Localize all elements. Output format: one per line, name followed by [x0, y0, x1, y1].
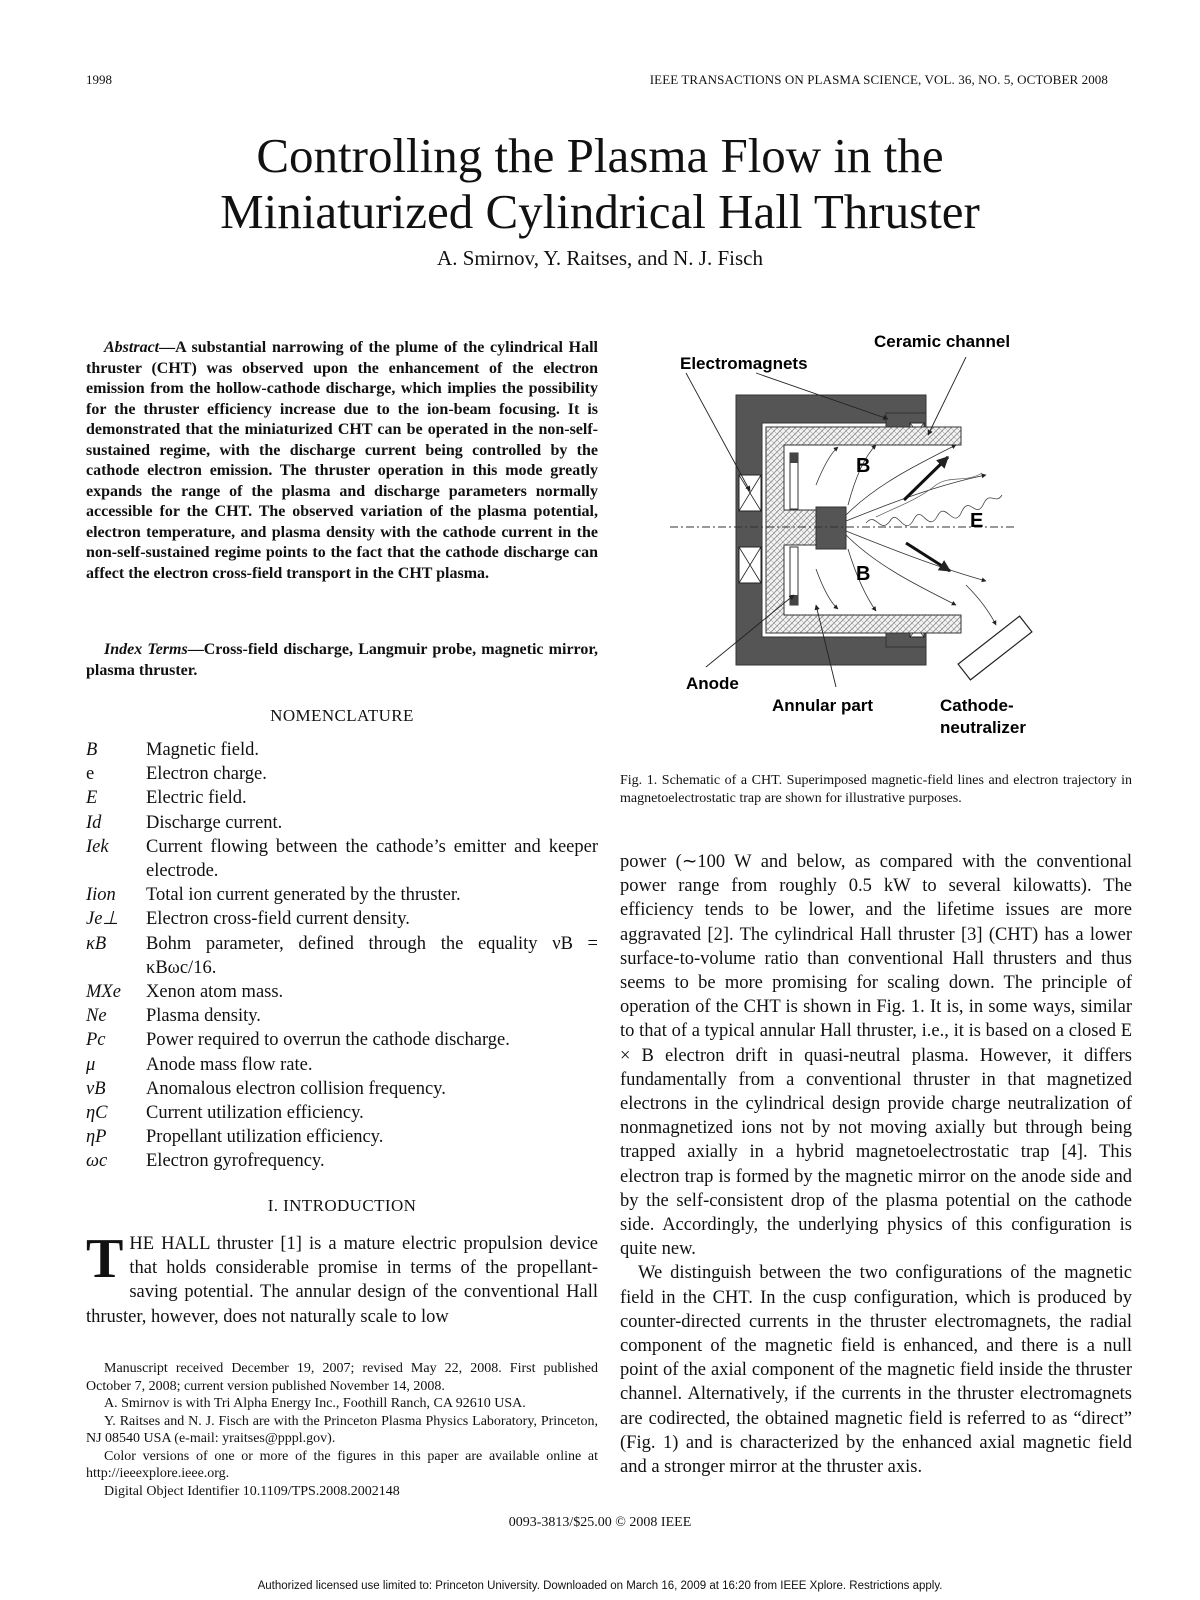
- figure-caption: Fig. 1. Schematic of a CHT. Superimposed magnetic-field lines and electron trajectory in magnetoelectrostatic trap are shown for illustrative purposes.: [620, 773, 1132, 806]
- introduction-heading: I. INTRODUCTION: [267, 1196, 417, 1215]
- nomenclature-symbol: Ne: [86, 1006, 107, 1027]
- paragraph: power (∼100 W and below, as compared with the conventional power range from roughly 0.5 kW to several kilowatts). The efficiency tends to be lower, and the lifetime issues are more aggravated [2]. The cylindrical Hall thruster [3] (CHT) has a lower surface-to-volume ratio than conventional Hall thrusters and thus seems to be more promising for scaling down. The principle of operation of the CHT is shown in Fig. 1. It is, in some ways, similar to that of a typical annular Hall thruster, i.e., it is based on a closed E × B electron drift in quasi-neutral plasma. However, it differs fundamentally from a conventional thruster in that magnetized electrons in the cylindrical design provide charge neutralization of nonmagnetized ions not by not moving axially but through being trapped axially in a hybrid magnetoelectrostatic trap [4]. This electron trap is formed by the magnetic mirror on the anode side and by the self-consistent drop of the plasma potential on the cathode side. Accordingly, the underlying physics of this configuration is quite new.: [620, 852, 1132, 1260]
- nomenclature-definition: Discharge current.: [146, 812, 283, 833]
- cathode-neutralizer: [958, 616, 1032, 680]
- nomenclature-item: [86, 1028, 598, 1052]
- nomenclature-symbol: Pc: [86, 1030, 106, 1051]
- nomenclature-definition: Plasma density.: [146, 1006, 261, 1027]
- index-terms-text: —Cross-field discharge, Langmuir probe, magnetic mirror, plasma thruster.: [86, 641, 598, 679]
- nomenclature-item: [86, 1125, 598, 1149]
- nomenclature-definition: Current utilization efficiency.: [146, 1103, 364, 1124]
- nomenclature-item: [86, 1077, 598, 1101]
- nomenclature-definition: Propellant utilization efficiency.: [146, 1127, 384, 1148]
- cht-schematic-figure: [666, 335, 1076, 750]
- nomenclature-item: [86, 1053, 598, 1077]
- introduction-body: [86, 1228, 598, 1329]
- nomenclature-symbol: ηP: [86, 1127, 107, 1148]
- nomenclature-item: [86, 980, 598, 1004]
- abstract-text: —A substantial narrowing of the plume of the cylindrical Hall thruster (CHT) was observed upon the enhancement of the electron emission from the hollow-cathode discharge, which implies the possibility for the thruster efficiency increase due to the ion-beam focusing. It is demonstrated that the miniaturized CHT can be operated in the non-self-sustained regime, with the discharge current being controlled by the cathode electron emission. The thruster operation in this mode greatly expands the range of the plasma and discharge parameters normally accessible for the CHT. The observed variation of the plasma potential, electron temperature, and plasma density with the cathode current in the non-self-sustained regime points to the fact that the cathode discharge can affect the electron cross-field transport in the CHT plasma.: [86, 339, 598, 582]
- nomenclature-symbol: e: [86, 764, 95, 785]
- index-terms-lead: Index Terms: [104, 641, 188, 658]
- nomenclature-item: [86, 1101, 598, 1125]
- nomenclature-item: [86, 762, 598, 786]
- nomenclature-item: [86, 738, 598, 762]
- footnote-affiliation-1: A. Smirnov is with Tri Alpha Energy Inc., Foothill Ranch, CA 92610 USA.: [104, 1396, 526, 1411]
- label-cathode-line2: neutralizer: [940, 718, 1026, 737]
- nomenclature-item: [86, 883, 598, 907]
- nomenclature-symbol: ωc: [86, 1151, 108, 1172]
- footnote-affiliation-2: Y. Raitses and N. J. Fisch are with the Princeton Plasma Physics Laboratory, Princeton, NJ 08540 USA (e-mail: yraitses@pppl.gov).: [86, 1413, 598, 1446]
- dropcap-letter: T: [86, 1228, 124, 1290]
- nomenclature-item: [86, 1004, 598, 1028]
- nomenclature-symbol: ηC: [86, 1103, 108, 1124]
- footnote-doi: Digital Object Identifier 10.1109/TPS.2008.2002148: [104, 1483, 400, 1499]
- nomenclature-symbol: Iion: [86, 885, 116, 906]
- nomenclature-symbol: κB: [86, 933, 107, 954]
- nomenclature-item: [86, 811, 598, 835]
- introduction-text: HE HALL thruster [1] is a mature electric propulsion device that holds considerable promise in terms of the propellant-saving potential. The annular design of the conventional Hall thruster, however, does not naturally scale to low: [86, 1234, 598, 1327]
- footnote: [86, 1360, 598, 1500]
- label-anode: Anode: [686, 674, 739, 693]
- title-line-2: Miniaturized Cylindrical Hall Thruster: [220, 184, 980, 239]
- nomenclature-symbol: Iek: [86, 836, 109, 857]
- label-annular-part: Annular part: [772, 696, 874, 715]
- nomenclature-definition: Magnetic field.: [146, 740, 260, 760]
- paper-title: [0, 128, 1200, 240]
- title-line-1: Controlling the Plasma Flow in the: [256, 128, 944, 183]
- page-number: 1998: [86, 72, 112, 87]
- footnote-manuscript: Manuscript received December 19, 2007; revised May 22, 2008. First published October 7, 2008; current version published November 14, 2008.: [86, 1361, 598, 1394]
- label-cathode-line1: Cathode-: [940, 696, 1014, 715]
- nomenclature-definition: Electric field.: [146, 788, 247, 809]
- nomenclature-definition: Electron gyrofrequency.: [146, 1151, 325, 1172]
- label-ceramic-channel: Ceramic channel: [874, 335, 1011, 351]
- nomenclature-item: [86, 786, 598, 810]
- nomenclature-definition: Xenon atom mass.: [146, 982, 284, 1003]
- label-electromagnets: Electromagnets: [680, 354, 808, 373]
- label-b-bottom: B: [856, 563, 871, 585]
- label-e-field: E: [970, 510, 984, 532]
- journal-header: IEEE TRANSACTIONS ON PLASMA SCIENCE, VOL. 36, NO. 5, OCTOBER 2008: [649, 72, 1108, 87]
- index-terms: [86, 640, 598, 681]
- nomenclature-definition: Bohm parameter, defined through the equality νB = κBωc/16.: [146, 933, 598, 978]
- paragraph: We distinguish between the two configurations of the magnetic field in the CHT. In the cusp configuration, which is produced by counter-directed currents in the thruster electromagnets, the radial component of the magnetic field is enhanced, and there is a null point of the axial component of the magnetic field inside the thruster channel. Alternatively, if the currents in the thruster electromagnets are codirected, the obtained magnetic field is referred to as “direct” (Fig. 1) and is characterized by the enhanced axial magnetic field and a stronger mirror at the thruster axis.: [620, 1263, 1132, 1478]
- nomenclature-symbol: Id: [86, 812, 102, 833]
- nomenclature-item: [86, 932, 598, 980]
- anode-center: [816, 507, 846, 549]
- nomenclature-list: [86, 738, 598, 1174]
- nomenclature-definition: Anode mass flow rate.: [146, 1054, 313, 1075]
- nomenclature-symbol: MXe: [86, 982, 121, 1003]
- nomenclature-symbol: μ: [86, 1054, 96, 1075]
- abstract-lead: Abstract: [104, 339, 160, 356]
- nomenclature-heading: NOMENCLATURE: [270, 706, 414, 725]
- copyright-line: 0093-3813/$25.00 © 2008 IEEE: [508, 1515, 692, 1530]
- nomenclature-definition: Power required to overrun the cathode discharge.: [146, 1030, 510, 1051]
- right-column-body: [620, 850, 1132, 1479]
- nomenclature-symbol: νB: [86, 1078, 106, 1099]
- nomenclature-item: [86, 907, 598, 931]
- footnote-color-note: Color versions of one or more of the figures in this paper are available online at http://ieeexplore.ieee.org.: [86, 1448, 598, 1481]
- nomenclature-symbol: Je⊥: [86, 909, 119, 930]
- nomenclature-item: [86, 1149, 598, 1173]
- nomenclature-definition: Anomalous electron collision frequency.: [146, 1078, 446, 1099]
- e-field-arrow-top: [904, 457, 948, 500]
- nomenclature-symbol: B: [86, 740, 98, 760]
- nomenclature-item: [86, 835, 598, 883]
- abstract: [86, 338, 598, 584]
- nomenclature-symbol: E: [86, 788, 98, 809]
- license-notice: Authorized licensed use limited to: Princeton University. Downloaded on March 16, 2009 at 16:20 from IEEE Xplore. Restrictions apply.: [257, 1580, 943, 1592]
- nomenclature-definition: Electron charge.: [146, 764, 267, 785]
- cht-schematic-diagram: [666, 335, 1076, 750]
- nomenclature-definition: Electron cross-field current density.: [146, 909, 410, 930]
- authors: A. Smirnov, Y. Raitses, and N. J. Fisch: [437, 246, 763, 270]
- nomenclature-definition: Current flowing between the cathode’s emitter and keeper electrode.: [146, 836, 598, 882]
- nomenclature-definition: Total ion current generated by the thruster.: [146, 885, 461, 906]
- label-b-top: B: [856, 455, 871, 477]
